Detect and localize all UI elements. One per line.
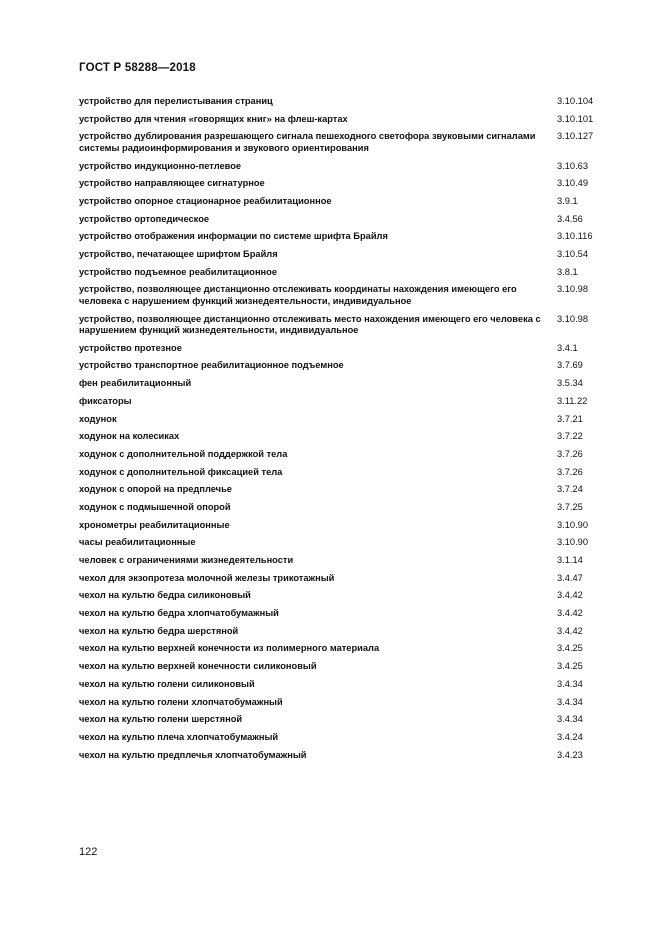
entry-reference: 3.10.49 <box>557 178 589 189</box>
index-entry <box>79 590 609 602</box>
entry-term: устройство для перелистывания страниц <box>79 96 273 106</box>
index-entry <box>79 573 609 585</box>
entry-term: человек с ограничениями жизнедеятельности <box>79 555 294 565</box>
index-entry <box>79 284 609 307</box>
index-entry <box>79 178 609 190</box>
page-number: 122 <box>79 846 98 858</box>
entry-term: устройство, печатающее шрифтом Брайля <box>79 249 278 259</box>
entry-term: чехол на культю бедра хлопчатобумажный <box>79 608 279 619</box>
entry-term: устройство, позволяющее дистанционно отслеживать координаты нахождения имеющего его человека с нарушением функций жизнедеятельности, индивидуальное <box>79 284 517 306</box>
entry-term: устройство для чтения «говорящих книг» на флеш-картах <box>79 113 348 124</box>
entry-reference: 3.4.42 <box>557 590 583 601</box>
index-entry <box>79 555 609 567</box>
entry-reference: 3.10.127 <box>557 131 594 142</box>
entry-reference: 3.8.1 <box>557 266 578 277</box>
index-entry <box>79 714 609 726</box>
index-entry <box>79 537 609 549</box>
entry-term: устройство транспортное реабилитационное подъемное <box>79 360 344 371</box>
index-entry <box>79 360 609 372</box>
entry-term: устройство, позволяющее дистанционно отслеживать место нахождения имеющего его человека с нарушением функций жизнедеятельности, индивидуальное <box>79 313 541 336</box>
entry-reference: 3.4.56 <box>557 213 583 224</box>
entry-reference: 3.7.24 <box>557 484 583 495</box>
entry-reference: 3.4.25 <box>557 661 583 672</box>
index-entry <box>79 661 609 673</box>
entry-reference: 3.10.104 <box>557 96 594 106</box>
term-index <box>79 96 609 767</box>
entry-term: ходунок с дополнительной поддержкой тела <box>79 448 288 459</box>
entry-term: чехол на культю голени хлопчатобумажный <box>79 696 283 707</box>
entry-reference: 3.4.1 <box>557 342 578 353</box>
entry-term: устройство подъемное реабилитационное <box>79 266 278 277</box>
entry-term: ходунок с подмышечной опорой <box>79 501 231 512</box>
index-entry <box>79 231 609 243</box>
entry-term: чехол на культю плеча хлопчатобумажный <box>79 731 279 742</box>
entry-reference: 3.7.21 <box>557 413 583 424</box>
entry-term: чехол на культю верхней конечности силиконовый <box>79 661 317 672</box>
index-entry <box>79 449 609 461</box>
index-entry <box>79 214 609 226</box>
entry-term: чехол на культю голени шерстяной <box>79 714 243 725</box>
index-entry <box>79 626 609 638</box>
entry-reference: 3.10.90 <box>557 537 589 548</box>
index-entry <box>79 643 609 655</box>
index-entry <box>79 249 609 261</box>
entry-reference: 3.10.116 <box>557 231 593 242</box>
index-entry <box>79 608 609 620</box>
entry-reference: 3.10.101 <box>557 113 594 124</box>
index-entry <box>79 467 609 479</box>
index-entry <box>79 131 609 154</box>
index-entry <box>79 396 609 408</box>
entry-reference: 3.10.90 <box>557 519 589 530</box>
index-entry <box>79 520 609 532</box>
entry-reference: 3.5.34 <box>557 378 583 389</box>
entry-term: чехол на культю голени силиконовый <box>79 678 255 689</box>
entry-reference: 3.10.98 <box>557 313 589 324</box>
entry-term: устройство дублирования разрешающего сигнала пешеходного светофора звуковыми сигналами системы радиоинформирования и звукового ориентирования <box>79 131 536 153</box>
entry-reference: 3.11.22 <box>557 395 588 406</box>
entry-reference: 3.4.23 <box>557 749 583 760</box>
entry-term: устройство направляющее сигнатурное <box>79 178 265 189</box>
entry-reference: 3.10.63 <box>557 160 589 171</box>
index-entry <box>79 697 609 709</box>
index-entry <box>79 161 609 173</box>
entry-term: фен реабилитационный <box>79 378 192 389</box>
entry-term: устройство ортопедическое <box>79 213 210 224</box>
entry-term: фиксаторы <box>79 395 132 406</box>
entry-term: устройство индукционно-петлевое <box>79 160 242 171</box>
entry-term: чехол на культю бедра силиконовый <box>79 590 251 601</box>
index-entry <box>79 732 609 744</box>
index-entry <box>79 267 609 279</box>
entry-term: часы реабилитационные <box>79 537 196 548</box>
entry-reference: 3.4.42 <box>557 625 583 636</box>
index-entry <box>79 196 609 208</box>
entry-reference: 3.4.47 <box>557 572 583 583</box>
entry-reference: 3.4.25 <box>557 643 583 654</box>
entry-reference: 3.4.42 <box>557 608 583 619</box>
index-entry <box>79 750 609 762</box>
entry-term: устройство протезное <box>79 342 182 353</box>
entry-reference: 3.9.1 <box>557 195 578 206</box>
entry-reference: 3.4.24 <box>557 731 583 742</box>
entry-reference: 3.7.22 <box>557 431 583 442</box>
entry-reference: 3.4.34 <box>557 714 583 725</box>
entry-term: чехол на культю верхней конечности из полимерного материала <box>79 643 380 654</box>
entry-term: ходунок с опорой на предплечье <box>79 484 232 495</box>
index-entry <box>79 431 609 443</box>
entry-reference: 3.10.54 <box>557 249 589 259</box>
index-entry <box>79 96 609 108</box>
entry-term: ходунок на колесиках <box>79 431 180 442</box>
entry-term: устройство отображения информации по системе шрифта Брайля <box>79 231 388 242</box>
entry-term: чехол на культю предплечья хлопчатобумажный <box>79 749 307 760</box>
index-entry <box>79 378 609 390</box>
entry-reference: 3.7.26 <box>557 466 583 477</box>
index-entry <box>79 314 609 337</box>
entry-reference: 3.7.69 <box>557 360 583 371</box>
index-entry <box>79 679 609 691</box>
index-entry <box>79 484 609 496</box>
entry-reference: 3.7.26 <box>557 448 583 459</box>
entry-term: ходунок с дополнительной фиксацией тела <box>79 466 283 477</box>
entry-term: устройство опорное стационарное реабилитационное <box>79 195 332 206</box>
entry-reference: 3.4.34 <box>557 678 583 689</box>
index-entry <box>79 414 609 426</box>
entry-term: чехол для экзопротеза молочной железы трикотажный <box>79 572 335 583</box>
index-entry <box>79 502 609 514</box>
index-entry <box>79 343 609 355</box>
entry-reference: 3.1.14 <box>557 555 583 565</box>
index-entry <box>79 114 609 126</box>
entry-term: чехол на культю бедра шерстяной <box>79 625 239 636</box>
entry-reference: 3.4.34 <box>557 696 583 707</box>
entry-term: ходунок <box>79 413 117 424</box>
entry-reference: 3.10.98 <box>557 284 589 295</box>
document-header: ГОСТ Р 58288—2018 <box>79 62 196 74</box>
entry-reference: 3.7.25 <box>557 501 583 512</box>
entry-term: хронометры реабилитационные <box>79 519 230 530</box>
